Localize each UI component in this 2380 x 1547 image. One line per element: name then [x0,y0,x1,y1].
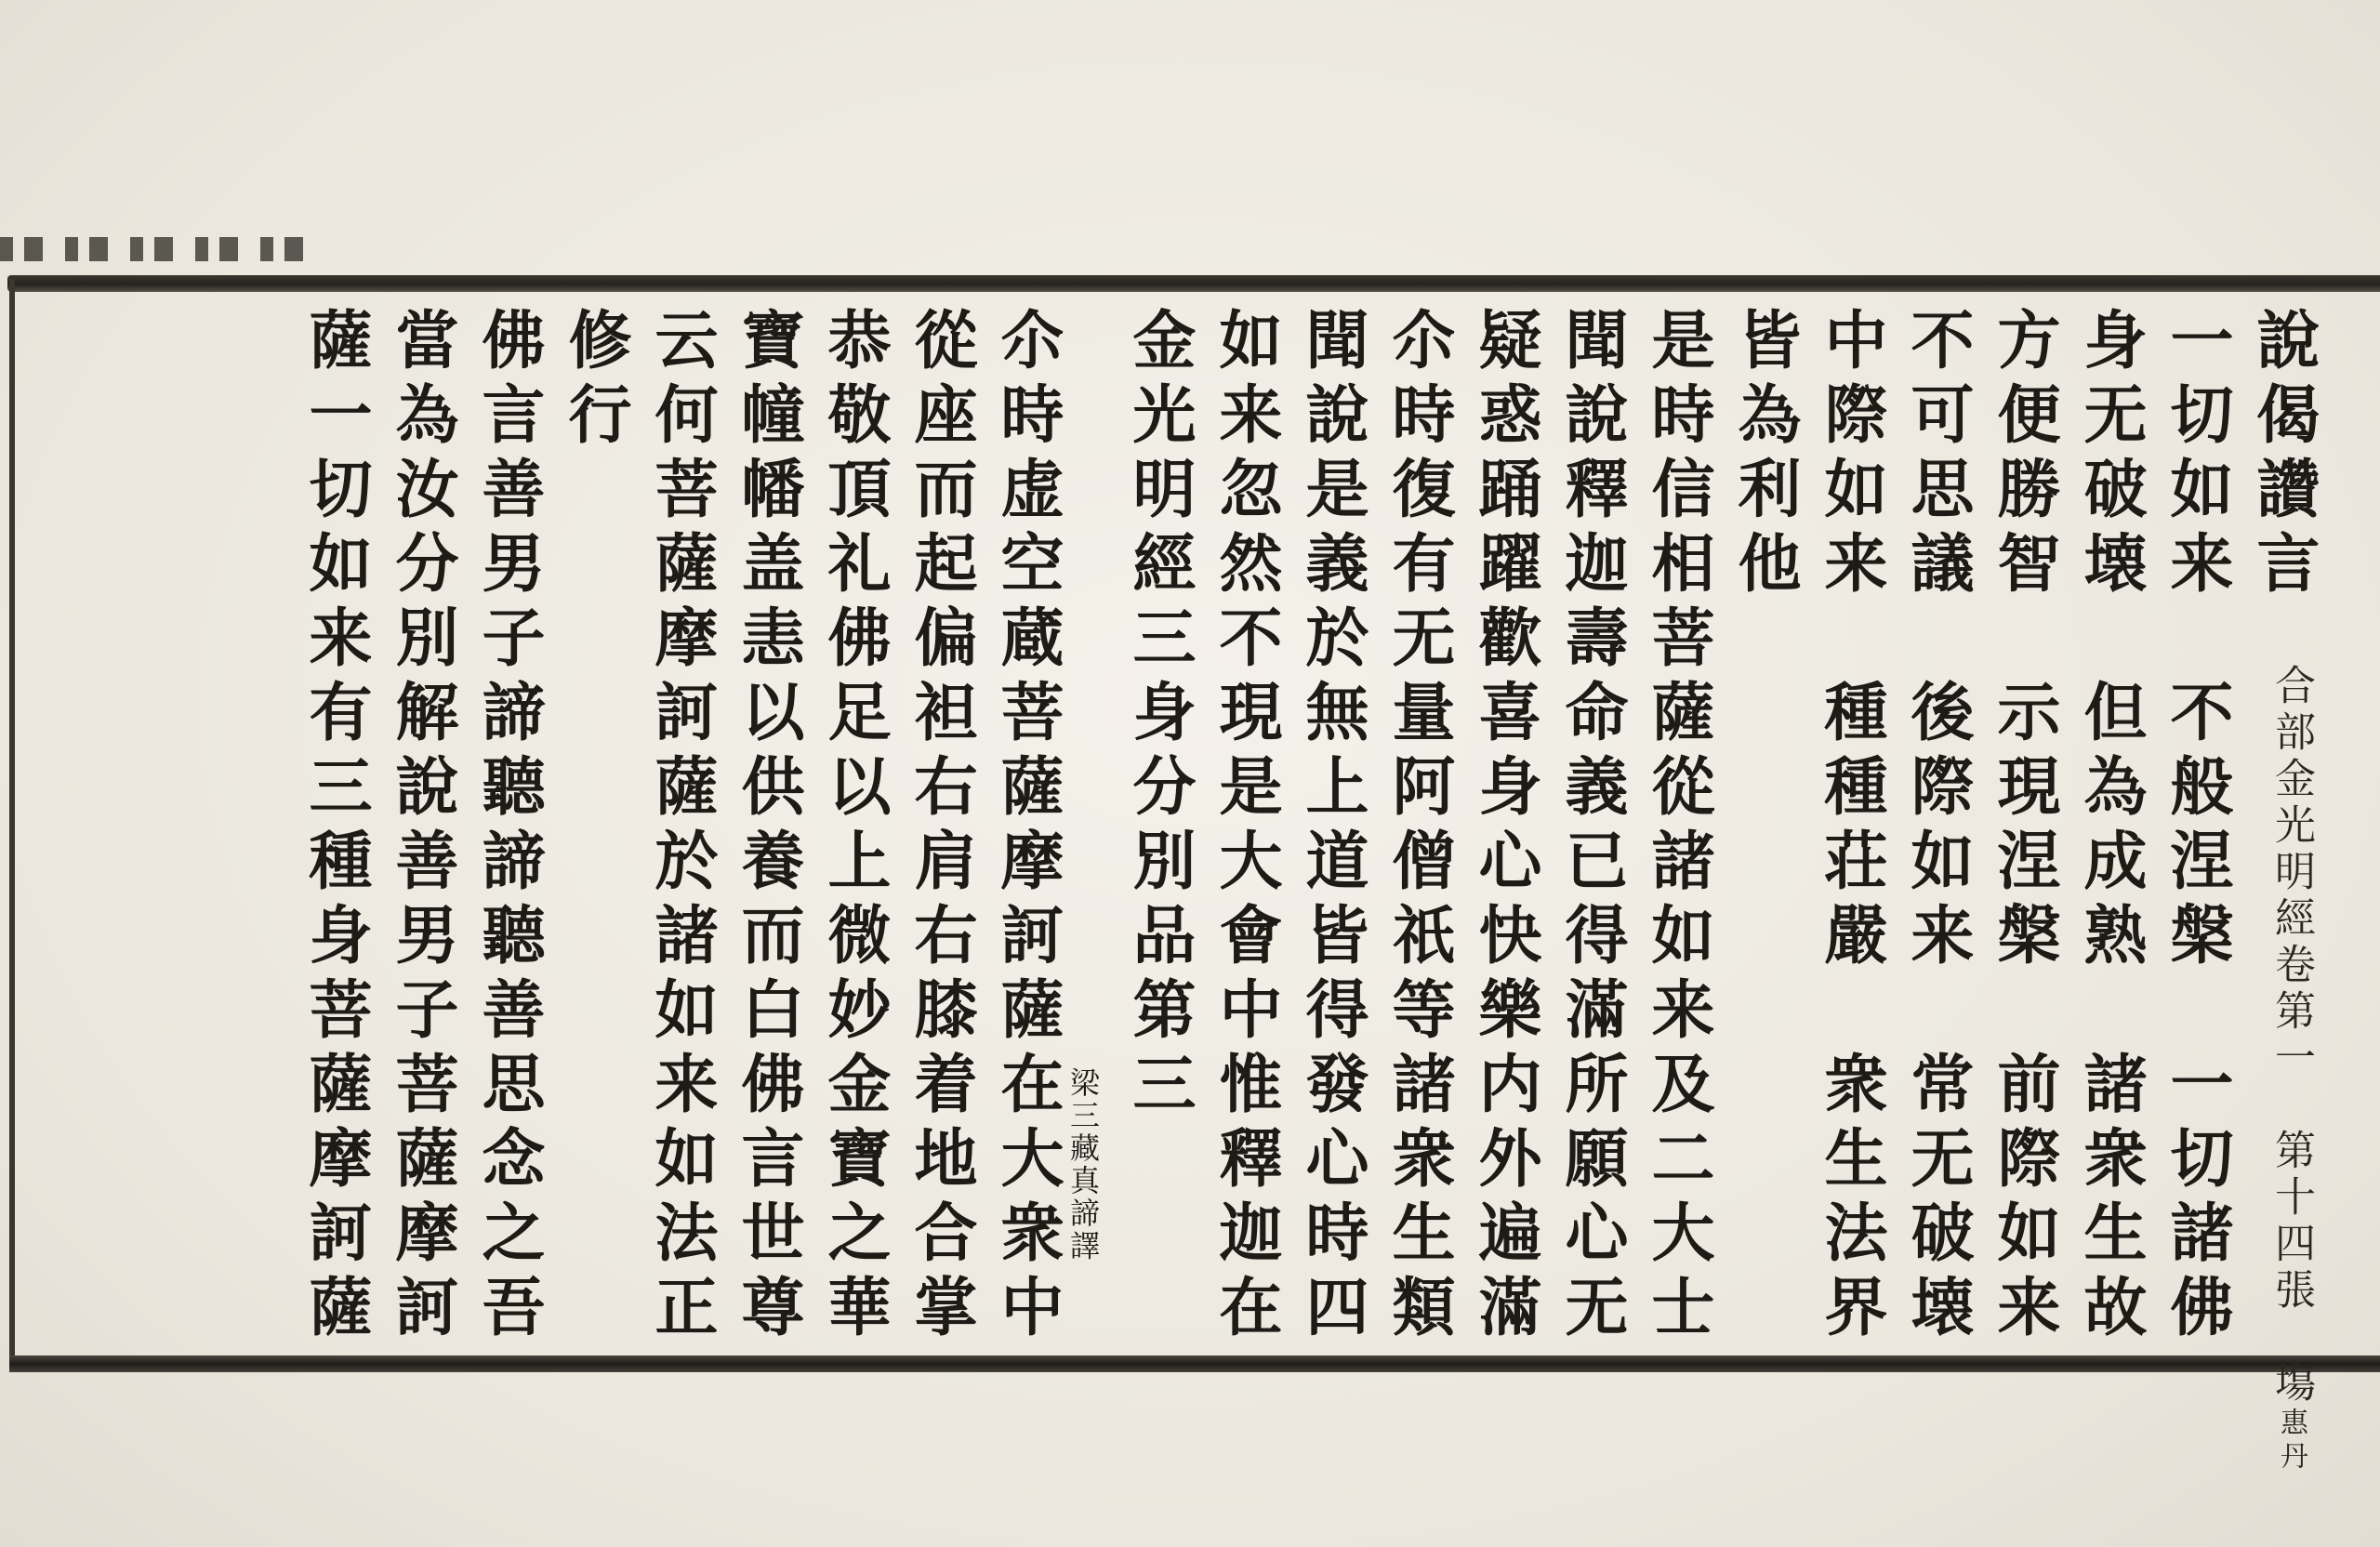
text-column: 方便勝智 示現涅槃 前際如来 [1987,307,2061,1348]
text-column: 聞說是義於無上道皆得發心時四 [1295,307,1369,1348]
text-column: 恭敬頂礼佛足以上微妙金寶之華 [817,307,892,1348]
text-column: 聞說釋迦壽命義已得滿所願心无 [1554,307,1629,1348]
text-column: 修行 [558,307,632,456]
frame-left-border [9,279,15,1367]
text-column: 寶幢幡盖恚以供養而白佛言世尊 [731,307,805,1348]
text-column: 云何菩薩摩訶薩於諸如来如法正 [644,307,719,1348]
blank-margin [0,0,2380,232]
text-column: 是時信相菩薩從諸如来及二大士 [1641,307,1715,1348]
text-column: 佛言善男子諦聽諦聽善思念之吾 [471,307,546,1348]
ink-smudge [0,237,316,261]
text-column: 身无破壊 但為成熟 諸衆生故 [2073,307,2148,1348]
margin-mark: 塲 [2268,1361,2315,1408]
text-column: 疑惑踊躍歡喜身心快樂内外遍滿 [1468,307,1542,1348]
translator-note: 梁三藏真諦譯 [1065,1067,1101,1263]
text-column: 說偈讚言 [2246,307,2320,604]
chapter-title: 金光明經三身分別品第三 [1122,307,1197,1125]
frame-bottom-border [9,1355,2380,1372]
chapter-heading [1107,307,1197,1348]
text-column: 尒時復有无量阿僧祇等諸衆生類 [1382,307,1456,1348]
text-column: 從座而起偏袒右肩右膝着地合掌 [904,307,978,1348]
margin-title: 合部金光明經卷第一 [2268,664,2315,1082]
text-column: 薩一切如来有三種身菩薩摩訶薩 [298,307,373,1348]
text-column: 當為汝分別解說善男子菩薩摩訶 [385,307,459,1348]
margin-stamp: 惠丹 [2275,1408,2307,1474]
frame-top-border [7,275,2380,292]
margin-sheet: 第十四張 [2268,1129,2315,1315]
text-column: 中際如来 種種荘嚴 衆生法界 [1814,307,1888,1348]
text-column: 皆為利他 [1727,307,1802,604]
text-columns [37,307,2320,1348]
text-column: 尒時虚空蔵菩薩摩訶薩在大衆中 [990,307,1064,1348]
text-column: 不可思議 後際如来 常无破壊 [1900,307,1975,1348]
translator-note-wrap [1062,307,1104,1348]
text-column: 一切如来 不般涅槃 一切諸佛 [2160,307,2234,1348]
text-column: 如来忽然不現是大會中惟釋迦在 [1209,307,1283,1348]
